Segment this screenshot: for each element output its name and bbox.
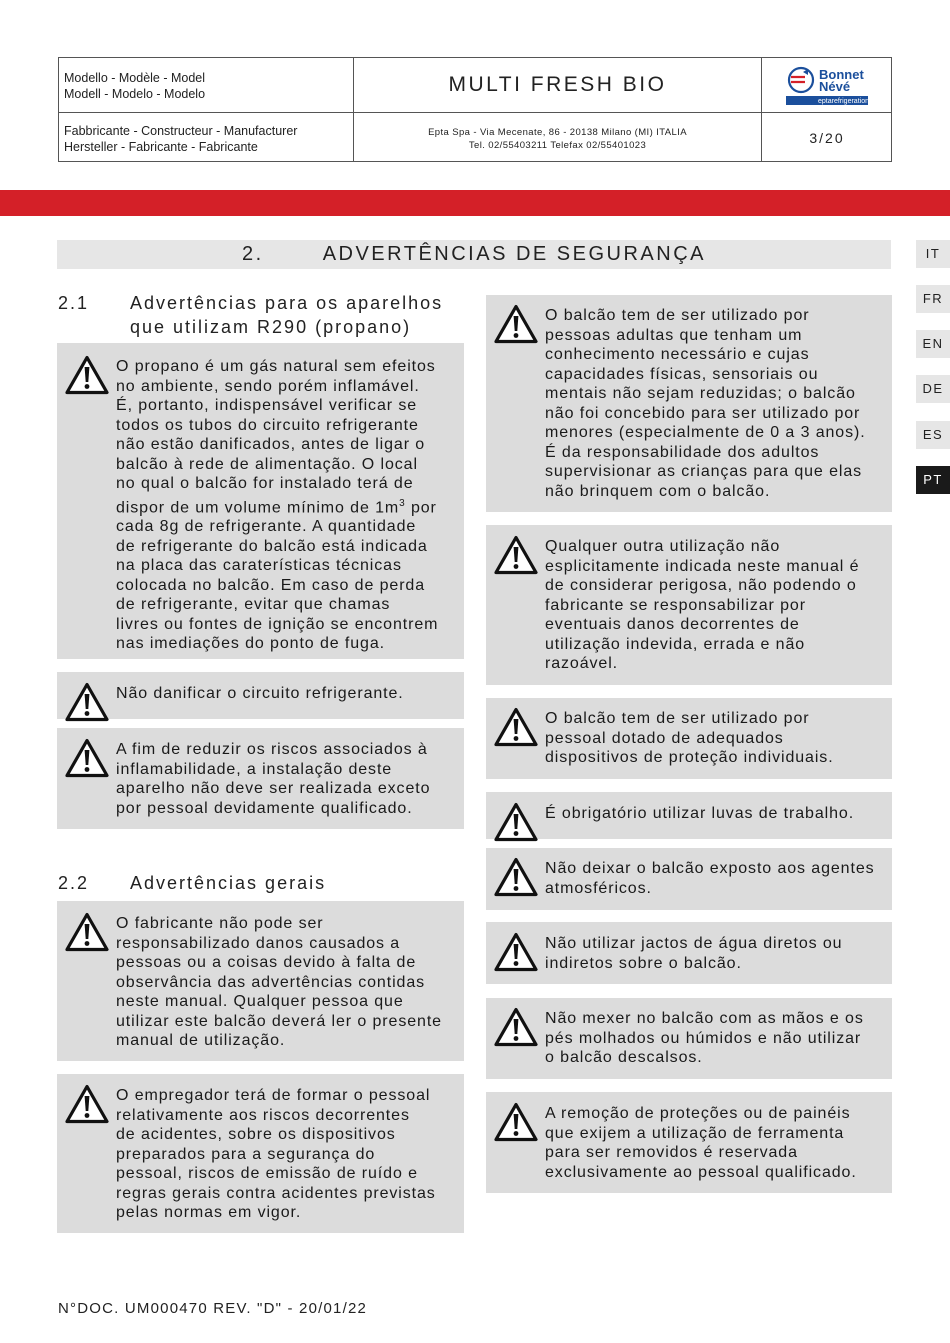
warning-box: [486, 998, 892, 1079]
superscript: 3: [399, 497, 406, 509]
warning-box: [57, 1074, 464, 1233]
warning-text-line: indiretos sobre o balcão.: [545, 954, 742, 972]
warning-text-line: [116, 494, 453, 518]
warning-text-line: no qual o balcão for instalado terá de: [116, 475, 414, 492]
warning-triangle-icon: [494, 1102, 538, 1142]
warning-triangle-icon: [65, 682, 109, 722]
warning-text-line: razoável.: [545, 655, 619, 672]
warning-text-line: no ambiente, sendo porém inflamável.: [116, 377, 420, 395]
warning-text: [545, 1104, 881, 1182]
section-title: [57, 240, 891, 269]
warning-text-line: O fabricante não pode ser: [116, 915, 324, 932]
warning-text-line: preparados para a segurança do: [116, 1145, 376, 1163]
subsection-heading: [58, 291, 478, 341]
lang-tab-es[interactable]: ES: [916, 421, 950, 449]
lang-tab-de[interactable]: DE: [916, 375, 950, 403]
warning-box: [486, 792, 892, 839]
warning-text-line: A remoção de proteções ou de painéis: [545, 1105, 851, 1122]
warning-text: [545, 537, 881, 674]
warning-triangle-icon: [494, 304, 538, 344]
lang-tab-fr[interactable]: FR: [916, 285, 950, 313]
warning-text-line: todos os tubos do circuito refrigerante: [116, 416, 419, 434]
warning-box: [486, 922, 892, 984]
product-name: MULTI FRESH BIO: [448, 73, 667, 96]
warning-text: [116, 357, 453, 654]
warning-triangle-icon: [494, 857, 538, 897]
warning-text-line: nas imediações do ponto de fuga.: [116, 635, 385, 653]
warning-text-line: livres ou fontes de ignição se encontrem: [116, 615, 439, 633]
warning-text-line: fabricante se responsabilizar por: [545, 596, 806, 614]
warning-text-line: O balcão tem de ser utilizado por: [545, 307, 810, 324]
section-number: 2.: [241, 243, 264, 265]
warning-triangle-icon: [494, 932, 538, 972]
maker-label-line: Fabbricante - Constructeur - Manufacturer: [64, 124, 298, 138]
lang-tab-en[interactable]: EN: [916, 330, 950, 358]
warning-text-line: de refrigerante do balcão está indicada: [116, 537, 428, 555]
warning-text-line: supervisionar as crianças para que elas: [545, 463, 863, 480]
maker-contacts: Tel. 02/55403211 Telefax 02/55401023: [468, 140, 647, 151]
model-label-line: Modell - Modelo - Modelo: [64, 87, 206, 101]
warning-text-line: atmosféricos.: [545, 879, 652, 897]
warning-text-line: o balcão descalsos.: [545, 1049, 703, 1066]
document-number: N°DOC. UM000470 REV. "D" - 20/01/22: [58, 1300, 368, 1317]
brand-logo: [762, 58, 892, 112]
warning-text: [545, 804, 881, 824]
warning-text-line: para ser removidos é reservada: [545, 1144, 798, 1161]
warning-text-line: por pessoal devidamente qualificado.: [116, 799, 413, 817]
warning-text-line: Não danificar o circuito refrigerante.: [116, 685, 404, 702]
warning-text-line: não brinquem com o balcão.: [545, 482, 771, 500]
warning-text-line: não foi concebido para ser utilizado por: [545, 404, 861, 422]
warning-triangle-icon: [494, 1007, 538, 1047]
warning-box: [486, 848, 892, 910]
warning-text-line: pelas normas em vigor.: [116, 1204, 302, 1221]
maker-info: [354, 126, 761, 152]
warning-text: [545, 709, 881, 768]
subsection-number: 2.1: [58, 293, 90, 313]
warning-text-line: dispositivos de proteção individuais.: [545, 749, 834, 766]
model-label: [59, 70, 353, 102]
header-divider: [59, 112, 891, 113]
text-fragment: por: [405, 498, 437, 516]
warning-text-line: pessoal dotado de adequados: [545, 729, 784, 747]
warning-triangle-icon: [494, 802, 538, 842]
warning-text: [116, 1086, 453, 1223]
warning-text: [116, 740, 453, 818]
warning-box: [57, 672, 464, 719]
page-number: 3/20: [809, 130, 845, 146]
warning-text-line: neste manual. Qualquer pessoa que: [116, 993, 404, 1010]
warning-text-line: utilizar este balcão deverá ler o presente: [116, 1012, 442, 1030]
warning-text: [116, 914, 453, 1051]
warning-box: [57, 728, 464, 829]
warning-text-line: manual de utilização.: [116, 1032, 286, 1049]
warning-text-line: responsabilizado danos causados a: [116, 934, 401, 952]
warning-box: [57, 343, 464, 659]
logo-tagline: eptarefrigeration: [818, 98, 869, 105]
warning-text: [116, 684, 453, 704]
warning-text-line: conhecimento necessário e cujas: [545, 346, 810, 363]
warning-text-line: que exijem a utilização de ferramenta: [545, 1124, 845, 1142]
warning-text: [545, 306, 881, 501]
warning-box: [486, 525, 892, 685]
warning-text-line: pessoas adultas que tenham um: [545, 326, 803, 344]
warning-text-line: relativamente aos riscos decorrentes: [116, 1106, 410, 1124]
warning-text-line: É, portanto, indispensável verificar se: [116, 397, 418, 414]
warning-triangle-icon: [65, 912, 109, 952]
warning-text-line: balcão à rede de alimentação. O local: [116, 455, 418, 473]
lang-tab-pt[interactable]: PT: [916, 466, 950, 494]
logo-text-2: Névé: [819, 79, 851, 94]
warning-box: [486, 1092, 892, 1193]
warning-text: [545, 1009, 881, 1068]
warning-text-line: É obrigatório utilizar luvas de trabalho.: [545, 805, 855, 822]
warning-text-line: não estão danificados, antes de ligar o: [116, 436, 426, 453]
subsection-title: Advertências para os aparelhos: [130, 293, 444, 313]
model-label-line: Modello - Modèle - Model: [64, 71, 206, 85]
warning-triangle-icon: [494, 707, 538, 747]
warning-text-line: utilização indevida, errada e não: [545, 635, 806, 653]
warning-text-line: inflamabilidade, a instalação deste: [116, 760, 393, 778]
warning-text-line: A fim de reduzir os riscos associados à: [116, 741, 428, 758]
maker-label-line: Hersteller - Fabricante - Fabricante: [64, 140, 258, 154]
red-band: [0, 190, 950, 216]
subsection-title: que utilizam R290 (propano): [130, 317, 412, 337]
warning-text-line: de acidentes, sobre os dispositivos: [116, 1126, 396, 1143]
warning-text-line: regras gerais contra acidentes previstas: [116, 1184, 436, 1202]
warning-text-line: aparelho não deve ser realizada exceto: [116, 780, 431, 797]
warning-text-line: É da responsabilidade dos adultos: [545, 443, 820, 461]
warning-text-line: de considerar perigosa, não podendo o: [545, 577, 857, 594]
warning-text-line: pessoas ou a coisas devido à falta de: [116, 954, 417, 971]
warning-text-line: eventuais danos decorrentes de: [545, 616, 800, 633]
warning-triangle-icon: [494, 535, 538, 575]
warning-text-line: mentais não sejam reduzidas; o balcão: [545, 385, 856, 402]
warning-text-line: Qualquer outra utilização não: [545, 538, 781, 555]
warning-text-line: pés molhados ou húmidos e não utilizar: [545, 1029, 862, 1047]
text-fragment: dispor de um volume mínimo de 1m: [116, 498, 400, 516]
subsection-number: 2.2: [58, 873, 90, 893]
warning-text-line: cada 8g de refrigerante. A quantidade: [116, 518, 417, 536]
warning-triangle-icon: [65, 1084, 109, 1124]
warning-box: [57, 901, 464, 1061]
warning-triangle-icon: [65, 738, 109, 778]
warning-text: [545, 934, 881, 973]
lang-tab-it[interactable]: IT: [916, 240, 950, 268]
subsection-title: Advertências gerais: [130, 873, 327, 893]
warning-text-line: capacidades físicas, sensoriais ou: [545, 365, 819, 383]
warning-text-line: esplicitamente indicada neste manual é: [545, 557, 860, 575]
warning-text-line: Não deixar o balcão exposto aos agentes: [545, 860, 875, 877]
warning-triangle-icon: [65, 355, 109, 395]
warning-text-line: colocada no balcão. Em caso de perda: [116, 576, 426, 594]
warning-text-line: observância das advertências contidas: [116, 973, 426, 991]
warning-text-line: Não mexer no balcão com as mãos e os: [545, 1010, 864, 1027]
warning-text: [545, 859, 881, 898]
warning-box: [486, 295, 892, 512]
subsection-heading: [58, 871, 478, 895]
warning-box: [486, 698, 892, 779]
warning-text-line: O empregador terá de formar o pessoal: [116, 1087, 431, 1104]
warning-text-line: de refrigerante, evitar que chamas: [116, 596, 391, 614]
warning-text-line: O balcão tem de ser utilizado por: [545, 710, 810, 727]
warning-text-line: pessoal, riscos de emissão de ruído e: [116, 1165, 418, 1182]
warning-text-line: na placa das caraterísticas técnicas: [116, 557, 402, 575]
warning-text-line: Não utilizar jactos de água diretos ou: [545, 935, 843, 952]
section-heading: ADVERTÊNCIAS DE SEGURANÇA: [322, 243, 706, 265]
warning-text-line: O propano é um gás natural sem efeitos: [116, 358, 436, 375]
maker-address: Epta Spa - Via Mecenate, 86 - 20138 Milano (MI) ITALIA: [428, 127, 687, 138]
bonnet-neve-logo-icon: [762, 58, 892, 112]
warning-text-line: menores (especialmente de 0 a 3 anos).: [545, 424, 866, 441]
maker-label: [59, 123, 353, 155]
document-header: [58, 57, 892, 162]
logo-text-1: Bonnet: [819, 67, 864, 82]
warning-text-line: exclusivamente ao pessoal qualificado.: [545, 1163, 857, 1181]
